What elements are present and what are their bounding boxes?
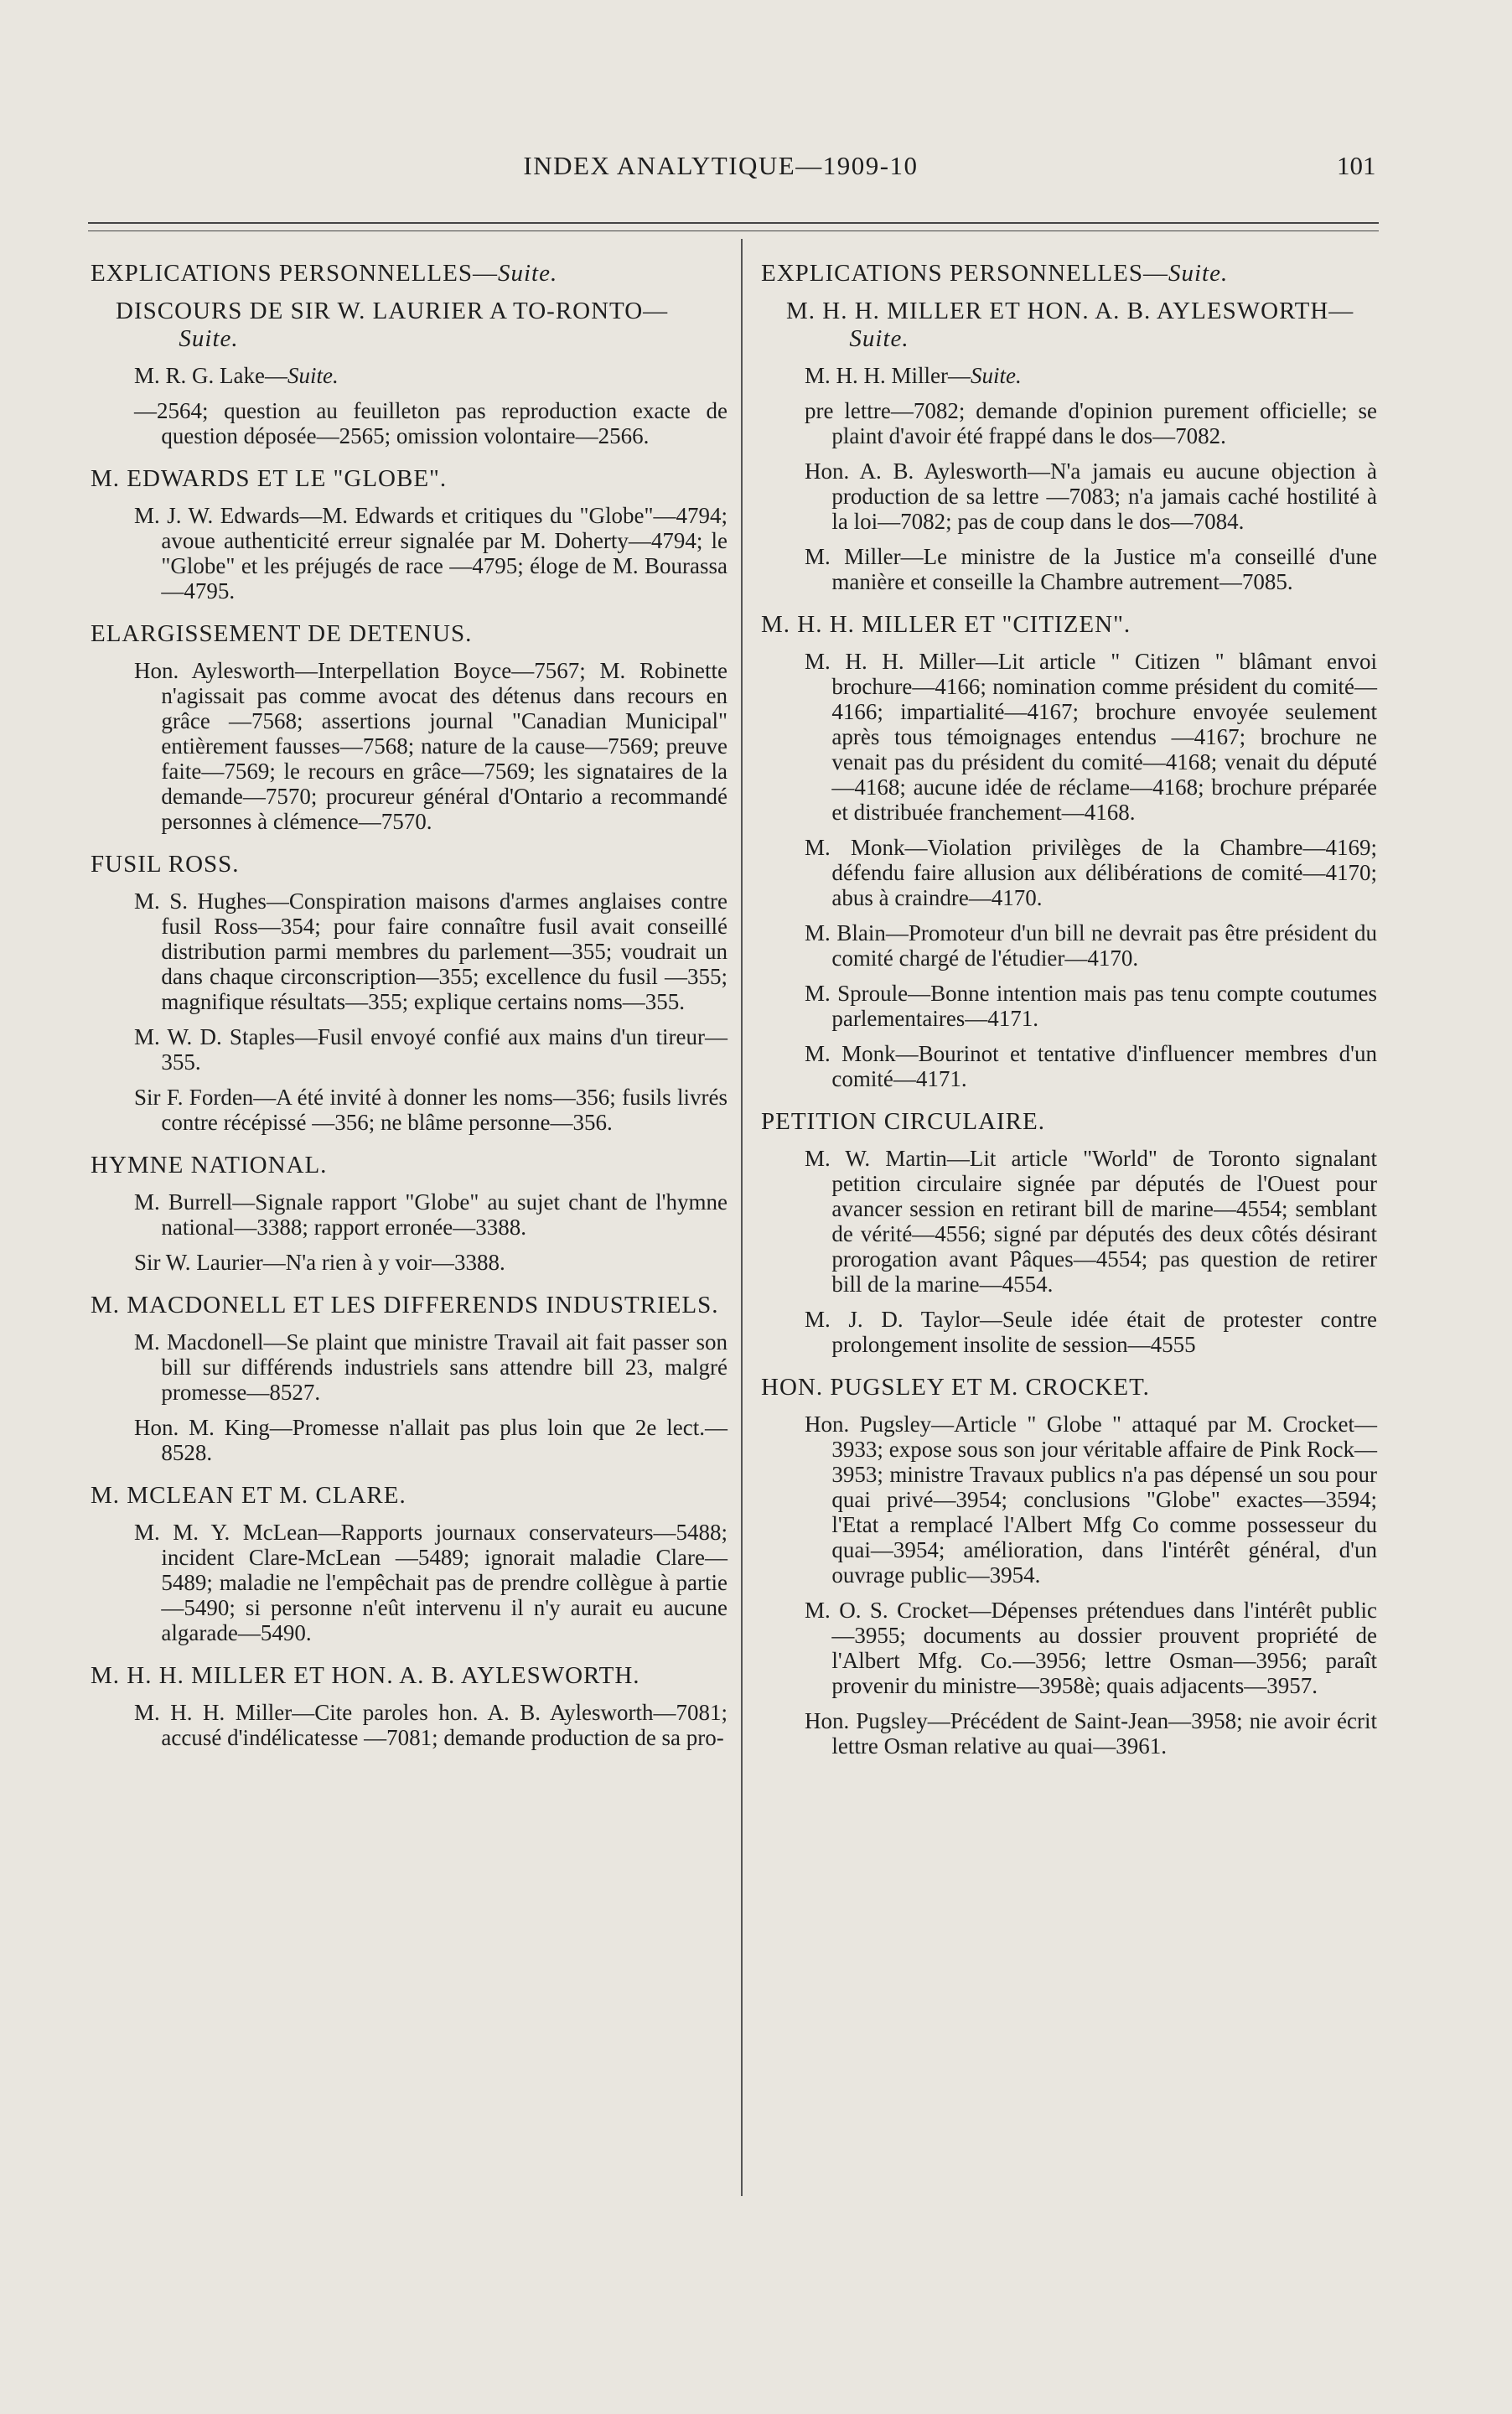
heading-suite: Suite. bbox=[849, 325, 909, 352]
section-heading: FUSIL ROSS. bbox=[91, 851, 240, 878]
section-heading: M. MCLEAN ET M. CLARE. bbox=[91, 1482, 406, 1509]
index-entry bbox=[134, 363, 728, 388]
section-heading: M. MACDONELL ET LES DIFFERENDS INDUSTRIELS. bbox=[91, 1292, 719, 1318]
index-entry: M. W. Martin—Lit article "World" de Toronto signalant petition circulaire signée par députés de l'Ouest pour avancer session en retirant bill de marine—4554; semblant de vérité—4556; signé par députés des deux côtés désirant prorogation avant Pâques—4554; pas question de retirer bill de la marine—4554. bbox=[805, 1146, 1377, 1297]
index-entry: M. J. W. Edwards—M. Edwards et critiques du "Globe"—4794; avoue authenticité erreur signalée par M. Doherty—4794; le "Globe" et les préjugés de race —4795; éloge de M. Bourassa—4795. bbox=[134, 503, 728, 604]
index-entry: Hon. Aylesworth—Interpellation Boyce—7567; M. Robinette n'agissait pas comme avocat des détenus dans recours en grâce —7568; assertions journal "Canadian Municipal" entièrement fausses—7568; nature de la cause—7569; preuve faite—7569; le recours en grâce—7569; les signataires de la demande—7570; procureur général d'Ontario a recommandé personnes à clémence—7570. bbox=[134, 658, 728, 834]
subsection-heading bbox=[116, 298, 728, 353]
header-rule bbox=[88, 222, 1379, 224]
index-entry: M. W. D. Staples—Fusil envoyé confié aux mains d'un tireur—355. bbox=[134, 1024, 728, 1075]
index-entry: Sir W. Laurier—N'a rien à y voir—3388. bbox=[134, 1250, 505, 1275]
running-title: INDEX ANALYTIQUE—1909-10 bbox=[523, 151, 919, 180]
index-entry: M. Monk—Violation privilèges de la Chambre—4169; défendu faire allusion aux délibérations de comité—4170; abus à craindre—4170. bbox=[805, 835, 1377, 910]
section-heading bbox=[761, 260, 1377, 288]
index-entry: M. Burrell—Signale rapport "Globe" au sujet chant de l'hymne national—3388; rapport erronée—3388. bbox=[134, 1189, 728, 1240]
heading-suite: Suite. bbox=[498, 260, 558, 287]
index-entry: pre lettre—7082; demande d'opinion purement officielle; se plaint d'avoir été frappé dans le dos—7082. bbox=[805, 398, 1377, 448]
heading-suite: Suite. bbox=[1168, 260, 1229, 287]
entry-text: M. H. H. Miller— bbox=[805, 363, 971, 388]
section-heading: PETITION CIRCULAIRE. bbox=[761, 1108, 1045, 1135]
section-heading bbox=[91, 260, 728, 288]
section-heading: ELARGISSEMENT DE DETENUS. bbox=[91, 620, 473, 647]
left-column bbox=[91, 260, 728, 1760]
section-heading: M. EDWARDS ET LE "GLOBE". bbox=[91, 465, 448, 492]
heading-text: DISCOURS DE SIR W. LAURIER A TO-RONTO— bbox=[116, 298, 669, 324]
index-entry: M. M. Y. McLean—Rapports journaux conservateurs—5488; incident Clare-McLean —5489; ignorait maladie Clare—5489; maladie ne l'empêchait pas de prendre collègue à partie—5490; si personne n'eût intervenu il n'y aurait eu aucune algarade—5490. bbox=[134, 1520, 728, 1645]
index-entry: M. Monk—Bourinot et tentative d'influencer membres d'un comité—4171. bbox=[805, 1041, 1377, 1091]
heading-text: EXPLICATIONS PERSONNELLES— bbox=[91, 260, 498, 287]
section-heading: HYMNE NATIONAL. bbox=[91, 1152, 328, 1179]
index-entry: Hon. M. King—Promesse n'allait pas plus loin que 2e lect.—8528. bbox=[134, 1415, 728, 1465]
index-entry: M. Macdonell—Se plaint que ministre Travail ait fait passer son bill sur différends industriels sans attendre bill 23, malgré promesse—8527. bbox=[134, 1329, 728, 1405]
entry-text: M. R. G. Lake— bbox=[134, 363, 287, 388]
index-entry: M. Miller—Le ministre de la Justice m'a conseillé d'une manière et conseille la Chambre autrement—7085. bbox=[805, 544, 1377, 594]
index-entry: Hon. A. B. Aylesworth—N'a jamais eu aucune objection à production de sa lettre —7083; n'a jamais caché hostilité à la loi—7082; pas de coup dans le dos—7084. bbox=[805, 458, 1377, 534]
index-entry bbox=[805, 363, 1377, 388]
index-entry: Sir F. Forden—A été invité à donner les noms—356; fusils livrés contre récépissé —356; ne blâme personne—356. bbox=[134, 1085, 728, 1135]
index-entry: M. H. H. Miller—Lit article " Citizen " blâmant envoi brochure—4166; nomination comme président du comité—4166; impartialité—4167; brochure envoyée seulement après tous témoignages entendus —4167; brochure ne venait pas du président du comité—4168; venait du député—4168; aucune idée de réclame—4168; brochure préparée et distribuée franchement—4168. bbox=[805, 649, 1377, 825]
entry-suite: Suite. bbox=[287, 363, 339, 388]
page-number: 101 bbox=[1337, 151, 1376, 180]
index-entry: M. J. D. Taylor—Seule idée était de protester contre prolongement insolite de session—4555 bbox=[805, 1307, 1377, 1357]
entry-suite: Suite. bbox=[971, 363, 1022, 388]
page-header bbox=[0, 151, 1512, 193]
section-heading: M. H. H. MILLER ET "CITIZEN". bbox=[761, 611, 1131, 638]
subsection-heading bbox=[786, 298, 1377, 353]
index-entry: M. O. S. Crocket—Dépenses prétendues dans l'intérêt public—3955; documents au dossier prouvent propriété de l'Albert Mfg. Co.—3956; lettre Osman—3956; paraît provenir du ministre—3958è; quais adjacents—3957. bbox=[805, 1598, 1377, 1698]
heading-text: M. H. H. MILLER ET HON. A. B. AYLESWORTH— bbox=[786, 298, 1354, 324]
index-entry: M. S. Hughes—Conspiration maisons d'armes anglaises contre fusil Ross—354; pour faire connaître fusil avait conseillé distribution parmi membres du parlement—355; voudrait un dans chaque circonscription—355; excellence du fusil —355; magnifique résultats—355; explique certains noms—355. bbox=[134, 888, 728, 1014]
heading-suite: Suite. bbox=[179, 325, 239, 352]
column-divider bbox=[741, 239, 743, 2196]
index-entry: M. H. H. Miller—Cite paroles hon. A. B. Aylesworth—7081; accusé d'indélicatesse —7081; demande production de sa pro- bbox=[134, 1700, 728, 1750]
right-column bbox=[761, 260, 1377, 1769]
section-heading: M. H. H. MILLER ET HON. A. B. AYLESWORTH. bbox=[91, 1662, 640, 1689]
index-entry: M. Sproule—Bonne intention mais pas tenu compte coutumes parlementaires—4171. bbox=[805, 981, 1377, 1031]
heading-text: EXPLICATIONS PERSONNELLES— bbox=[761, 260, 1168, 287]
index-entry: —2564; question au feuilleton pas reproduction exacte de question déposée—2565; omission volontaire—2566. bbox=[134, 398, 728, 448]
section-heading: HON. PUGSLEY ET M. CROCKET. bbox=[761, 1374, 1150, 1401]
index-entry: Hon. Pugsley—Article " Globe " attaqué par M. Crocket—3933; expose sous son jour véritable affaire de Pink Rock—3953; ministre Travaux publics n'a pas dépensé un sou pour quai privé—3954; conclusions "Globe" exactes—3594; l'Etat a remplacé l'Albert Mfg Co comme possesseur du quai—3954; amélioration, dans l'intérêt général, d'un ouvrage public—3954. bbox=[805, 1412, 1377, 1588]
index-entry: Hon. Pugsley—Précédent de Saint-Jean—3958; nie avoir écrit lettre Osman relative au quai—3961. bbox=[805, 1708, 1377, 1759]
index-entry: M. Blain—Promoteur d'un bill ne devrait pas être président du comité chargé de l'étudier—4170. bbox=[805, 920, 1377, 971]
